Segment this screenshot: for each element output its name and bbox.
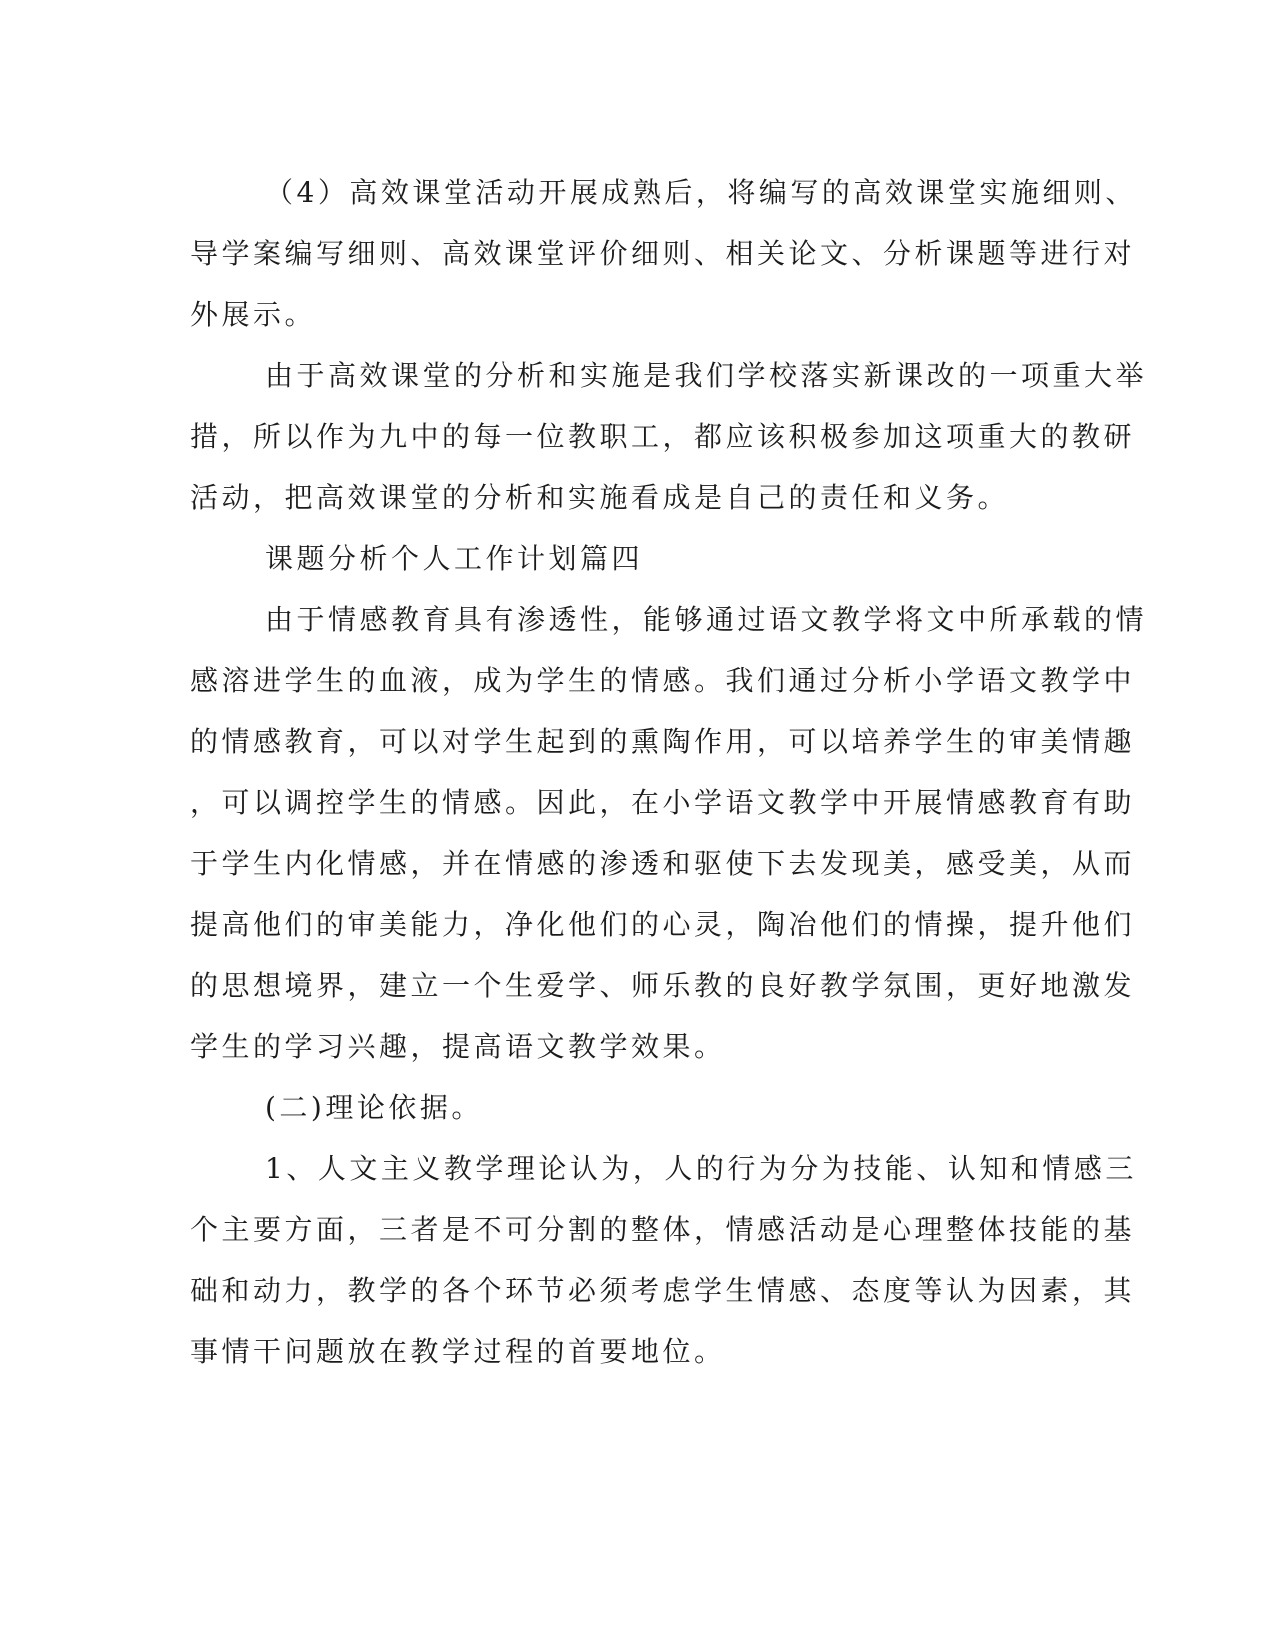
text-line: 由于高效课堂的分析和实施是我们学校落实新课改的一项重大举: [265, 359, 1148, 392]
text-line: 的情感教育，可以对学生起到的熏陶作用，可以培养学生的审美情趣: [190, 725, 1136, 758]
subheading-theory: [190, 1077, 1090, 1138]
paragraph-humanism-theory: [190, 1138, 1137, 1382]
text-line: 措，所以作为九中的每一位教职工，都应该积极参加这项重大的教研: [190, 420, 1136, 453]
document-body: [190, 162, 1148, 1382]
section-heading-text: 课题分析个人工作计划篇四: [265, 542, 644, 575]
text-line: 外展示。: [190, 298, 317, 331]
text-line: 1、人文主义教学理论认为，人的行为分为技能、认知和情感三: [265, 1152, 1137, 1185]
text-line: 提高他们的审美能力，净化他们的心灵，陶冶他们的情操，提升他们: [190, 908, 1136, 941]
text-line: 活动，把高效课堂的分析和实施看成是自己的责任和义务。: [190, 481, 1010, 514]
text-line: 事情干问题放在教学过程的首要地位。: [190, 1335, 726, 1368]
section-heading: [190, 528, 1090, 589]
text-line: 个主要方面，三者是不可分割的整体，情感活动是心理整体技能的基: [190, 1213, 1136, 1246]
text-line: 导学案编写细则、高效课堂评价细则、相关论文、分析课题等进行对: [190, 237, 1136, 270]
paragraph-item-4: [190, 162, 1137, 345]
text-line: 的思想境界，建立一个生爱学、师乐教的良好教学氛围，更好地激发: [190, 969, 1136, 1002]
text-line: 于学生内化情感，并在情感的渗透和驱使下去发现美，感受美，从而: [190, 847, 1136, 880]
paragraph-emotional-education: [190, 589, 1148, 1077]
text-line: 由于情感教育具有渗透性，能够通过语文教学将文中所承载的情: [265, 603, 1148, 636]
text-line: 感溶进学生的血液，成为学生的情感。我们通过分析小学语文教学中: [190, 664, 1136, 697]
text-line: ，可以调控学生的情感。因此，在小学语文教学中开展情感教育有助: [190, 786, 1136, 819]
text-line: （4）高效课堂活动开展成熟后，将编写的高效课堂实施细则、: [265, 176, 1137, 209]
text-line: 础和动力，教学的各个环节必须考虑学生情感、态度等认为因素，其: [190, 1274, 1136, 1307]
text-line: 学生的学习兴趣，提高语文教学效果。: [190, 1030, 726, 1063]
subheading-text: (二)理论依据。: [265, 1091, 483, 1124]
paragraph-responsibility: [190, 345, 1148, 528]
